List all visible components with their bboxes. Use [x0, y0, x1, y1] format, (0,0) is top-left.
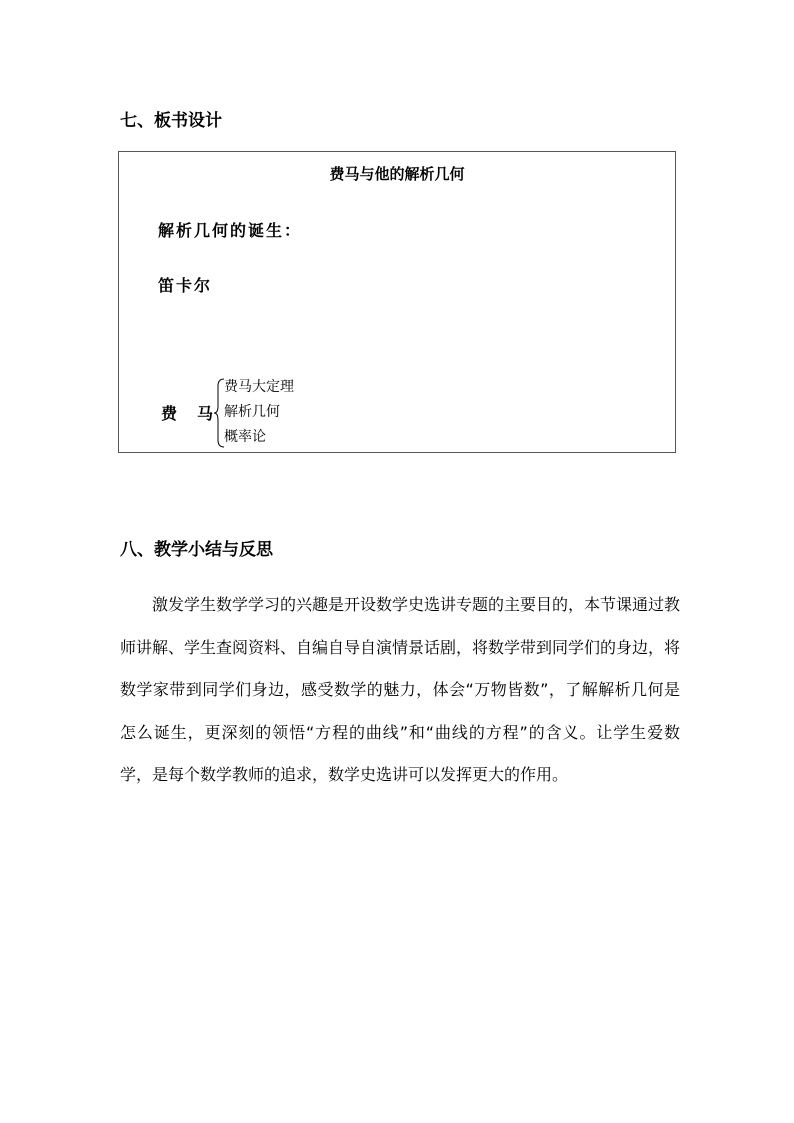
list-item: 概率论 [224, 429, 266, 445]
fermat-char-2: 马 [196, 404, 213, 423]
board-line-descartes: 笛卡尔 [158, 276, 213, 295]
section8-heading: 八、教学小结与反思 [120, 540, 273, 560]
list-item: 费马大定理 [224, 379, 294, 395]
fermat-label [161, 401, 213, 424]
fermat-achievements-list [224, 376, 294, 451]
board-title: 费马与他的解析几何 [329, 165, 465, 183]
blackboard-design-box [118, 151, 676, 453]
summary-paragraph: 激发学生数学学习的兴趣是开设数学史选讲专题的主要目的，本节课通过教师讲解、学生查阅资料、自编自导自演情景话剧，将数学带到同学们的身边，将数学家带到同学们身边，感受数学的魅力，体会“万物皆数”，了解解析几何是怎么诞生，更深刻的领悟“方程的曲线”和“曲线的方程”的含义。让学生爱数学，是每个数学教师的追求，数学史选讲可以发挥更大的作用。 [120, 595, 681, 784]
section7-heading: 七、板书设计 [120, 111, 222, 131]
fermat-char-1: 费 [161, 404, 178, 423]
board-line-birth: 解析几何的诞生： [158, 221, 303, 240]
list-item: 解析几何 [224, 404, 280, 420]
